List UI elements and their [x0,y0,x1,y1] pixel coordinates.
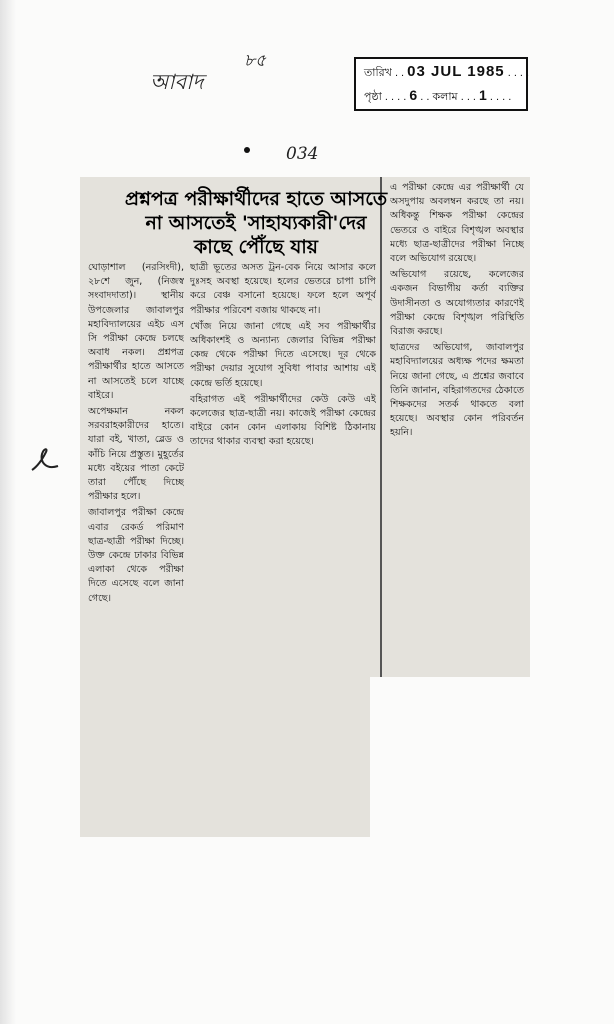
stamp-column-label: কলাম [432,91,458,103]
article-column-b [190,261,376,821]
headline-line-3: কাছে পৌঁছে যায় [193,236,319,258]
article-column-c [390,181,524,671]
article-column-a [88,261,184,831]
stamp-page-label: পৃষ্ঠা [364,91,382,103]
page-number: 034 [286,144,319,164]
column-b-paragraph: বহিরাগত এই পরীক্ষার্থীদের কেউ কেউ এই কলেজের ছাত্র-ছাত্রী নয়। কাজেই পরীক্ষা কেন্দ্রের বাইরে কোন কোন এলাকায় বিশিষ্ট ঠিকানায় তাদের থাকার ব্যবস্থা করা হয়েছে। [190,393,376,448]
ink-dot [244,147,250,153]
column-c-paragraph: এ পরীক্ষা কেন্দ্রে এর পরীক্ষার্থী যে অসদুপায় অবলম্বন করছে তা নয়। অধিকন্তু শিক্ষক পরীক্ষা কেন্দ্রের ভেতরে ও বাইরে বিশৃঙ্খল অবস্থার মধ্যে ছাত্র-ছাত্রীদের পরীক্ষা নিচ্ছে বলে অভিযোগ রয়েছে। [390,182,524,265]
stamp-column-value: 1 [479,87,487,103]
column-c-paragraph: অভিযোগ রয়েছে, কলেজের একজন বিভাগীয় কর্তা ব্যক্তির উদাসীনতা ও অযোগ্যতার কারণেই পরীক্ষা কেন্দ্রে বিশৃঙ্খল পরিস্থিতি বিরাজ করছে। [390,269,524,338]
article-headline [106,187,406,259]
headline-line-1: প্রশ্নপত্র পরীক্ষার্থীদের হাতে আসতে [124,188,388,210]
column-a-paragraph: জাবালপুর পরীক্ষা কেন্দ্রে এবার রেকর্ড পরিমাণ ছাত্র-ছাত্রী পরীক্ষা দিচ্ছে। উক্ত কেন্দ্রে ঢাকার বিভিন্ন এলাকা থেকে পরীক্ষা দিতে এসেছে বলে জানা গেছে। [88,507,184,604]
column-b-paragraph: ছাত্রী ভূতের অসত ট্রন-বেক নিয়ে আসার কলে দুঃসহ অবস্থা হয়েছে। হলের ভেতরে চাপা চাপি করে বেঞ্চ বসানো হয়েছে। ফলে হলে অপূর্ব পরীক্ষার পরিবেশ বজায় থাকছে না। [190,262,376,316]
date-stamp [354,57,528,111]
stamp-date-value: 03 JUL 1985 [407,63,505,80]
newspaper-clipping [80,177,530,837]
handwritten-initial: ৮৫ [244,51,267,71]
stamp-date-label: তারিখ [364,67,392,79]
column-a-paragraph: ঘোড়াশাল (নরসিংদী), ২৮শে জুন, (নিজস্ব সংবাদদাতা)। স্থানীয় উপজেলার জাবালপুর মহাবিদ্যালয়ের এইচ এস সি পরীক্ষা কেন্দ্রে চলছে অবাধ নকল। প্রশ্নপত্র পরীক্ষার্থীর হাতে আসতে না আসতেই চলে যাচ্ছে বাইরে। [88,262,184,401]
headline-line-2: না আসতেই 'সাহায্যকারী'দের [145,212,367,234]
stamp-page-value: 6 [409,87,418,103]
column-b-paragraph: খোঁজ নিয়ে জানা গেছে এই সব পরীক্ষার্থীর অধিকাংশই ও অন্যান্য জেলার বিভিন্ন পরীক্ষা কেন্দ্র থেকে পরীক্ষা দিতে এসেছে। দূর থেকে পরীক্ষা দেয়ার সুযোগ সুবিধা পাবার আশায় এই কেন্দ্রে ভর্তি হয়েছে। [190,320,376,389]
stamp-date-row: তারিখ . . 03 JUL 1985 . . . . [364,63,530,80]
scan-edge-shadow [0,0,16,1024]
stamp-page-row: পৃষ্ঠা . . . . 6 . . কলাম . . . 1 . . . . [364,87,512,103]
handwritten-margin-mark-icon [28,440,68,480]
column-c-paragraph: ছাত্রদের অভিযোগ, জাবালপুর মহাবিদ্যালয়ের অধ্যক্ষ পদের ক্ষমতা নিয়ে জানা গেছে, এ প্রশ্নের জবাবে তিনি জানান, বহিরাগতদের ঠেকাতে শিক্ষকদের সতর্ক থাকতে বলা হয়েছে। অবস্থার কোন পরিবর্তন হয়নি। [390,342,524,439]
handwritten-source-label: আবাদ [150,70,204,94]
column-a-paragraph: অপেক্ষমান নকল সরবরাহকারীদের হাতে। যারা বই, খাতা, ব্লেড ও কাঁচি নিয়ে প্রস্তুত। মুহূর্তের মধ্যে বইয়ের পাতা কেটে তারা পৌঁছে দিচ্ছে পরীক্ষার হলে। [88,406,184,503]
